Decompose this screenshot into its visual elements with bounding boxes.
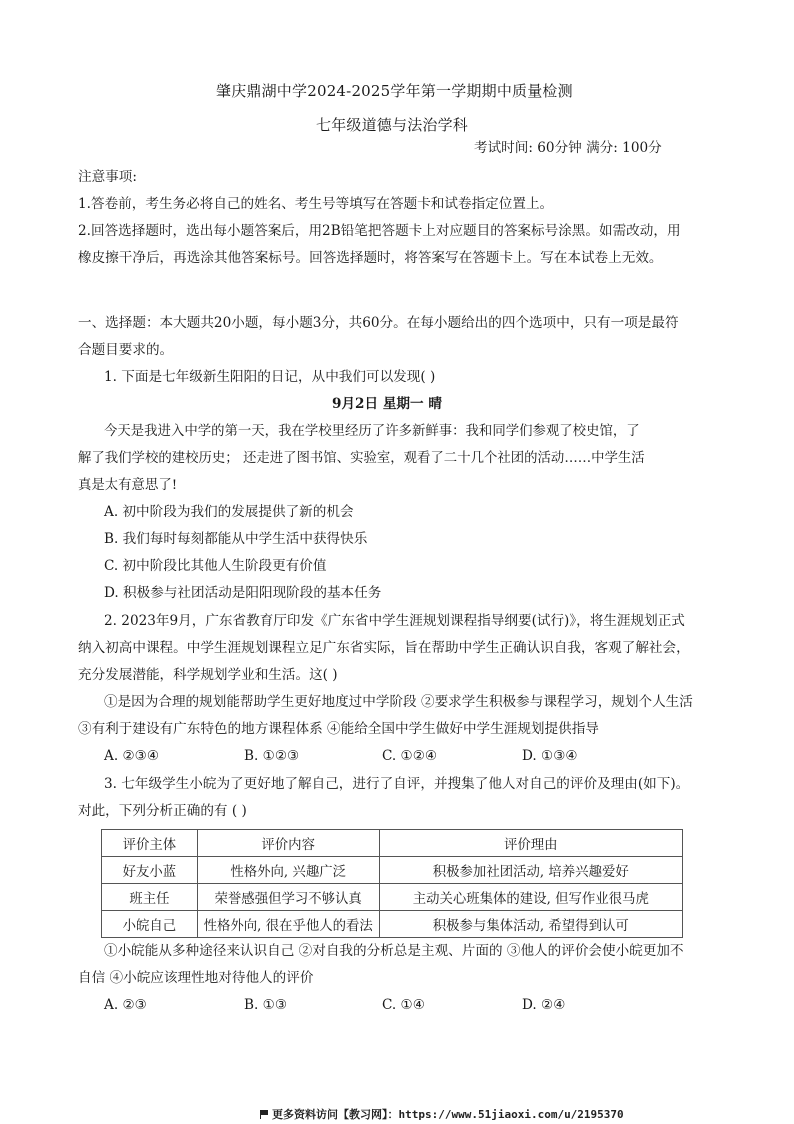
q2-option-c: C. ①②④ [382, 748, 438, 764]
table-cell: 小皖自己 [102, 911, 198, 938]
q1-diary-line-1: 今天是我进入中学的第一天，我在学校里经历了许多新鲜事：我和同学们参观了校史馆，了 [104, 424, 640, 439]
table-row [102, 884, 683, 911]
q1-diary-line-3: 真是太有意思了! [78, 478, 178, 493]
q1-option-a: A. 初中阶段为我们的发展提供了新的机会 [104, 504, 354, 520]
flag-icon [260, 1109, 268, 1118]
table-row [102, 911, 683, 938]
table-header-cell: 评价内容 [197, 830, 379, 857]
notes-item-2-line-2: 橡皮擦干净后，再选涂其他答案标号。回答选择题时，将答案写在答题卡上。写在本试卷上无效。 [78, 250, 663, 266]
table-cell: 性格外向, 很在乎他人的看法 [197, 911, 379, 938]
q2-stem-line-2: 纳入初高中课程。中学生涯规划课程立足广东省实际，旨在帮助中学生正确认识自我，客观了解社会， [78, 640, 690, 656]
table-cell: 荣誉感强但学习不够认真 [197, 884, 379, 911]
q1-diary-line-2: 解了我们学校的建校历史； 还走进了图书馆、实验室，观看了二十几个社团的活动……中学生活 [78, 451, 645, 466]
table-header-cell: 评价主体 [102, 830, 198, 857]
q1-option-b: B. 我们每时每刻都能从中学生活中获得快乐 [104, 531, 368, 547]
q2-statements-line-1: ①是因为合理的规划能帮助学生更好地度过中学阶段 ②要求学生积极参与课程学习，规划个人生活 [104, 694, 693, 710]
table-row [102, 857, 683, 884]
q2-option-b: B. ①②③ [244, 748, 300, 764]
notes-item-1: 1.答卷前，考生务必将自己的姓名、考生号等填写在答题卡和试卷指定位置上。 [78, 196, 554, 212]
q2-option-d: D. ①③④ [522, 748, 578, 764]
table-cell: 积极参加社团活动, 培养兴趣爱好 [379, 857, 682, 884]
table-cell: 积极参与集体活动, 希望得到认可 [379, 911, 682, 938]
footer-text: 更多资料访问【教习网】：https://www.51jiaoxi.com/u/2195370 [272, 1108, 624, 1121]
table-cell: 班主任 [102, 884, 198, 911]
q1-option-c: C. 初中阶段比其他人生阶段更有价值 [104, 558, 327, 574]
q3-stem-line-2: 对此，下列分析正确的有 ( ) [78, 803, 247, 819]
q3-option-b: B. ①③ [244, 997, 288, 1013]
q3-evaluation-table [101, 829, 683, 938]
footer-link[interactable] [260, 1106, 624, 1122]
q3-option-d: D. ②④ [522, 997, 566, 1013]
q2-option-a: A. ②③④ [104, 748, 160, 764]
q1-option-d: D. 积极参与社团活动是阳阳现阶段的基本任务 [104, 585, 382, 601]
exam-info: 考试时间: 60分钟 满分: 100分 [474, 140, 662, 156]
section-1-intro-line-1: 一、选择题：本大题共20小题，每小题3分，共60分。在每小题给出的四个选项中，只有一项是最符 [78, 315, 679, 331]
exam-subtitle: 七年级道德与法治学科 [316, 116, 469, 134]
q3-option-a: A. ②③ [104, 997, 147, 1013]
q3-statements-line-2: 自信 ④小皖应该理性地对待他人的评价 [78, 970, 314, 986]
q1-diary-date: 9月2日 星期一 晴 [332, 396, 442, 412]
table-cell: 主动关心班集体的建设, 但写作业很马虎 [379, 884, 682, 911]
notes-heading: 注意事项: [78, 169, 137, 185]
section-1-intro-line-2: 合题目要求的。 [78, 342, 174, 358]
q1-stem: 1. 下面是七年级新生阳阳的日记，从中我们可以发现( ) [104, 369, 436, 385]
notes-item-2-line-1: 2.回答选择题时，选出每小题答案后，用2B铅笔把答题卡上对应题目的答案标号涂黑。如需改动，用 [78, 223, 681, 239]
q2-stem-line-3: 充分发展潜能，科学规划学业和生活。这( ) [78, 667, 338, 683]
q3-option-c: C. ①④ [382, 997, 425, 1013]
exam-title: 肇庆鼎湖中学2024-2025学年第一学期期中质量检测 [216, 82, 573, 100]
q3-statements-line-1: ①小皖能从多种途径来认识自己 ②对自我的分析总是主观、片面的 ③他人的评价会使小皖更加不 [104, 943, 684, 959]
q2-stem-line-1: 2. 2023年9月，广东省教育厅印发《广东省中学生涯规划课程指导纲要(试行)》，将生涯规划正式 [104, 613, 685, 629]
table-header-row [102, 830, 683, 857]
q3-stem-line-1: 3. 七年级学生小皖为了更好地了解自己，进行了自评，并搜集了他人对自己的评价及理由(如下)。 [104, 776, 690, 792]
table-cell: 性格外向, 兴趣广泛 [197, 857, 379, 884]
table-header-cell: 评价理由 [379, 830, 682, 857]
q2-statements-line-2: ③有利于建设有广东特色的地方课程体系 ④能给全国中学生做好中学生涯规划提供指导 [78, 721, 599, 737]
table-cell: 好友小蓝 [102, 857, 198, 884]
